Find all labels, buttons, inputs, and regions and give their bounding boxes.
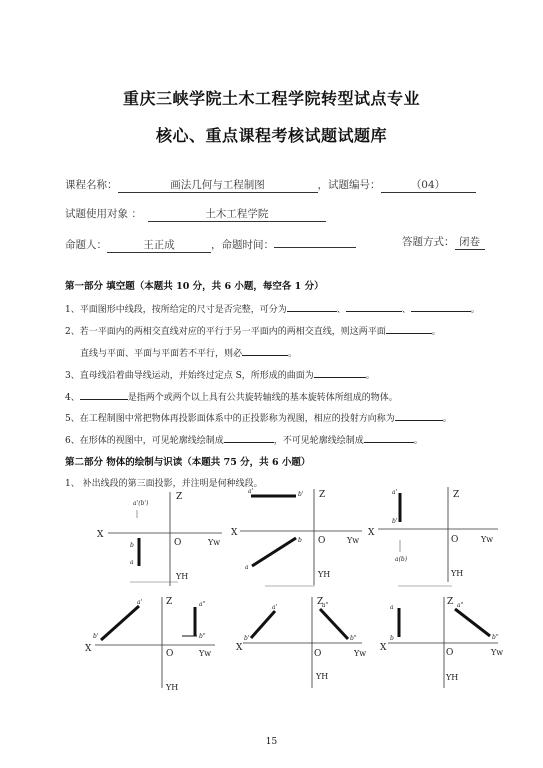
fig3-axis-o: O: [451, 535, 459, 545]
fig5-axis-z: Z: [317, 597, 324, 607]
q2b-end: 。: [288, 349, 298, 359]
fig4-label-a-prime: a': [137, 599, 143, 606]
fig1-axis-z: Z: [176, 492, 183, 502]
q3-end: 。: [365, 371, 375, 381]
fig6-label-b-dprime: b": [492, 634, 499, 641]
fig3-label-a-prime: a': [392, 489, 398, 496]
fig4-axis-yh: YH: [166, 683, 179, 692]
q6-end: 。: [413, 436, 423, 446]
fig2-axis-yh: YH: [318, 570, 331, 579]
q4-num: 4、: [65, 393, 80, 403]
q4-text: 是指两个或两个以上具有公共旋转轴线的基本旋转体所组成的物体。: [127, 393, 398, 403]
figure-3: [368, 487, 498, 586]
figure-6: [380, 597, 503, 688]
q1-sep2: 、: [401, 305, 411, 315]
fig1-label-ab-prime: a'(b'): [133, 500, 149, 507]
method-value: 闭卷: [455, 236, 485, 250]
fig2-label-a-prime: a': [248, 488, 254, 495]
fig4-axis-z: Z: [166, 597, 173, 607]
fig3-axis-yw: Yw: [481, 535, 494, 544]
fig4-label-a-dprime: a": [199, 601, 206, 608]
fig6-axis-z: Z: [447, 597, 454, 607]
author-label: 命题人：: [65, 239, 107, 251]
method-label: 答题方式：: [402, 236, 455, 248]
fig1-axis-o: O: [174, 538, 182, 548]
target-value: 土木工程学院: [148, 208, 326, 222]
fig4-axis-o: O: [166, 649, 174, 659]
part1-heading: 第一部分 填空题（本题共 10 分，共 6 小题，每空各 1 分）: [65, 281, 324, 292]
q6-text-a: 6、在形体的视图中，可见轮廓线绘制成: [65, 436, 224, 446]
fig5-label-a-dprime: a": [322, 602, 329, 609]
fig3-label-ab: a(b): [395, 556, 408, 563]
fig3-axis-yh: YH: [451, 569, 464, 578]
course-value: 画法几何与工程制图: [118, 179, 318, 193]
fig1-axis-yw: Yw: [208, 538, 221, 547]
fig6-axis-yh: YH: [446, 673, 459, 682]
fig1-axis-yh: YH: [176, 572, 189, 581]
fig2-axis-o: O: [318, 536, 326, 546]
fig5-axis-o: O: [314, 649, 322, 659]
figure-5: [236, 597, 366, 688]
fig5-axis-x: X: [236, 643, 243, 653]
q1-end: 。: [470, 305, 480, 315]
fig2-axis-z: Z: [319, 490, 326, 500]
fig1-axis-x: X: [97, 530, 104, 540]
author-value: 王正成: [107, 239, 211, 253]
fig2-label-b-prime: b': [298, 491, 304, 498]
fig2-label-a: a: [245, 564, 249, 571]
fig4-label-b-prime: b': [93, 633, 99, 640]
fig1-label-b: b: [130, 542, 134, 549]
q5-end: 。: [442, 414, 452, 424]
fig6-axis-x: X: [380, 643, 387, 653]
question-2-1: 1、 补出线段的第三面投影，并注明是何种线段。: [65, 479, 263, 489]
exam-no-label: ，试题编号：: [317, 179, 381, 191]
fig6-label-a: a: [390, 604, 394, 611]
q1-sep1: 、: [336, 305, 346, 315]
fig6-label-b: b: [390, 635, 394, 642]
fig5-label-b-prime: b': [244, 635, 250, 642]
part2-heading: 第二部分 物体的绘制与识读（本题共 75 分，共 6 小题）: [65, 457, 311, 468]
q3-text: 3、直母线沿着曲导线运动，并始终过定点 S，所形成的曲面为: [65, 371, 314, 381]
fig5-label-b-dprime: b": [350, 635, 357, 642]
fig3-axis-z: Z: [453, 490, 460, 500]
fig6-label-a-dprime: a": [457, 602, 464, 609]
fig2-label-b: b: [298, 537, 302, 544]
q6-text-b: ，不可见轮廓线绘制成: [273, 436, 364, 446]
fig3-axis-x: X: [368, 528, 375, 538]
fig5-axis-yw: Yw: [354, 649, 367, 658]
exam-no-value: （04）: [381, 179, 476, 193]
title-line2: 核心、重点课程考核试题试题库: [155, 126, 387, 145]
q1-text: 1、平面图形中线段，按所给定的尺寸是否完整，可分为: [65, 305, 287, 315]
fig6-axis-o: O: [446, 648, 454, 658]
fig4-axis-yw: Yw: [199, 649, 212, 658]
figure-4: [85, 597, 215, 692]
figure-1: [97, 492, 222, 586]
q2-end: 。: [431, 327, 441, 337]
title-line1: 重庆三峡学院土木工程学院转型试点专业: [122, 89, 420, 108]
fig5-axis-yh: YH: [316, 672, 329, 681]
q5-text: 5、在工程制图中常把物体再投影面体系中的正投影称为视图，相应的投射方向称为: [65, 414, 395, 424]
fig6-axis-yw: Yw: [491, 648, 504, 657]
fig2-axis-yw: Yw: [347, 536, 360, 545]
q2-text: 2、若一平面内的两相交直线对应的平行于另一平面内的两相交直线，则这两平面: [65, 327, 386, 337]
time-label: ，命题时间：: [211, 239, 274, 251]
page-number: 15: [265, 737, 278, 747]
fig4-axis-x: X: [85, 644, 92, 654]
figure-2: [231, 488, 362, 586]
target-label: 试题使用对象 ：: [65, 208, 142, 220]
fig4-label-b-dprime: b": [199, 633, 206, 640]
fig5-label-a-prime: a': [272, 604, 278, 611]
q2b-text: 直线与平面、平面与平面若不平行，则必: [80, 349, 243, 359]
fig2-axis-x: X: [231, 528, 238, 538]
course-label: 课程名称：: [65, 179, 118, 191]
fig1-label-a: a: [130, 559, 134, 566]
fig3-label-b-prime: b': [392, 518, 398, 525]
